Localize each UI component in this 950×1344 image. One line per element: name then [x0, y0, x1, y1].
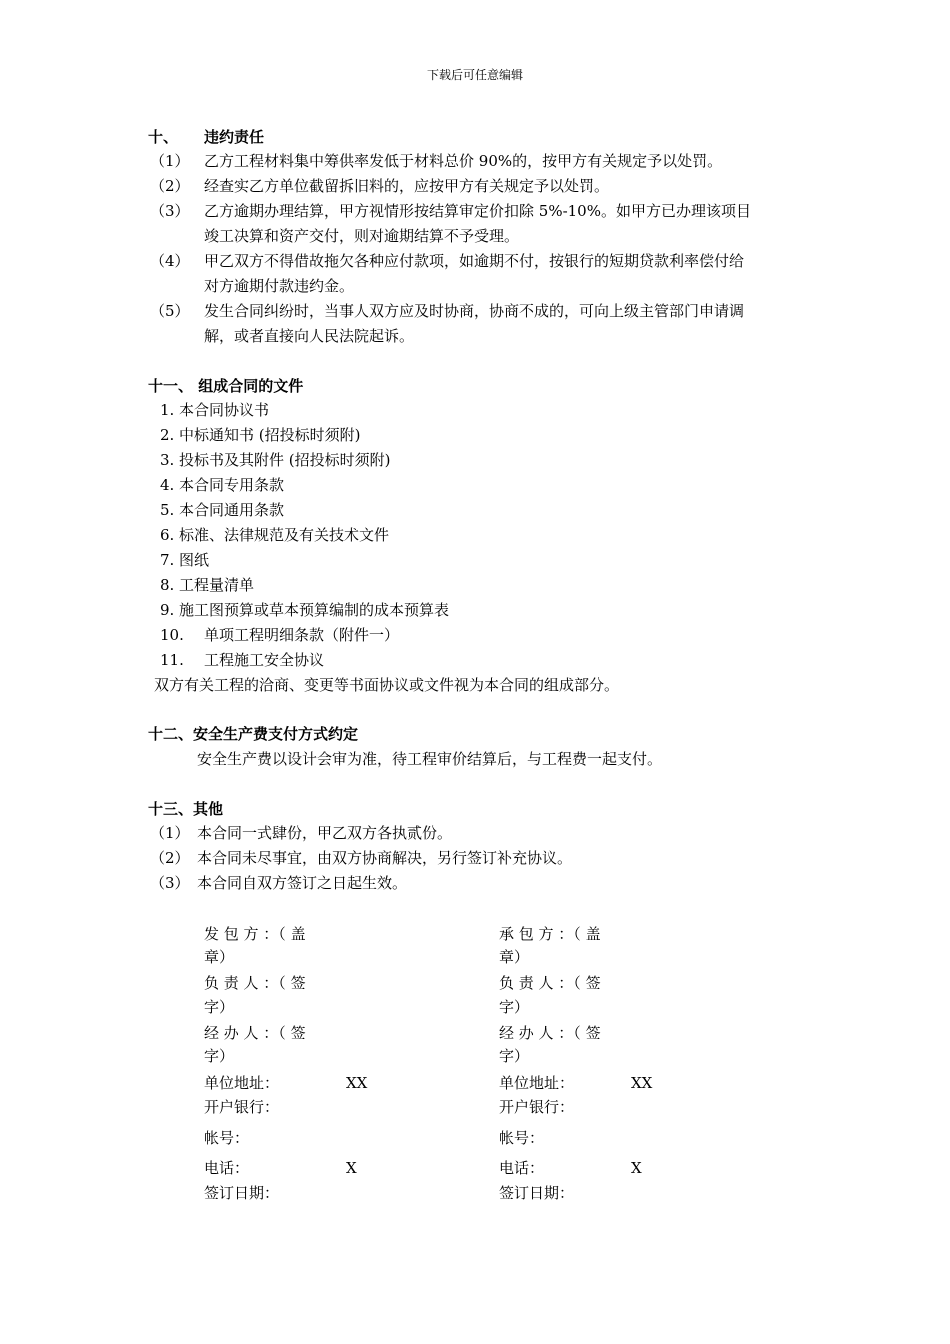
contractor-phone-value: X	[631, 1159, 642, 1177]
employer-date-label: 签订日期：	[204, 1184, 280, 1202]
section-11-title: 十一、 组成合同的文件	[148, 377, 304, 395]
list-item-number: 2.	[160, 426, 175, 444]
section-12-text: 安全生产费以设计会审为准，待工程审价结算后，与工程费一起支付。	[197, 750, 663, 768]
contractor-seal-label: 承 包 方 ：（ 盖	[499, 925, 601, 943]
list-item-number: 7.	[160, 551, 175, 569]
list-item: 施工图预算或草本预算编制的成本预算表	[179, 601, 450, 619]
employer-bank-label: 开户银行：	[204, 1098, 280, 1116]
clause-number: （3）	[150, 874, 190, 892]
list-item: 本合同协议书	[179, 401, 270, 419]
list-item-number: 6.	[160, 526, 175, 544]
list-item-number: 5.	[160, 501, 175, 519]
clause-number: （4）	[150, 252, 190, 270]
list-item: 单项工程明细条款（附件一）	[204, 626, 400, 644]
clause-number: （2）	[150, 849, 190, 867]
employer-account-label: 帐号：	[204, 1129, 250, 1147]
contractor-account-label: 帐号：	[499, 1129, 545, 1147]
contractor-date-label: 签订日期：	[499, 1184, 575, 1202]
contractor-seal-label-cont: 章）	[499, 948, 530, 966]
clause-text: 乙方逾期办理结算，甲方视情形按结算审定价扣除 5%-10%。如甲方已办理该项目	[204, 202, 751, 220]
section-13-title: 十三、其他	[148, 800, 224, 818]
list-item-number: 11.	[160, 651, 184, 669]
list-item: 工程量清单	[179, 576, 255, 594]
employer-phone-label: 电话：	[204, 1159, 250, 1177]
clause-number: （2）	[150, 177, 190, 195]
employer-agent-label-cont: 字）	[204, 1047, 235, 1065]
list-item: 标准、法律规范及有关技术文件	[179, 526, 390, 544]
section-12-title: 十二、安全生产费支付方式约定	[148, 725, 359, 743]
clause-text: 竣工决算和资产交付，则对逾期结算不予受理。	[204, 227, 520, 245]
contractor-leader-label: 负 责 人 ：（ 签	[499, 974, 601, 992]
employer-address-value: XX	[346, 1074, 368, 1092]
list-item: 工程施工安全协议	[204, 651, 325, 669]
list-item-number: 10.	[160, 626, 184, 644]
list-item-number: 4.	[160, 476, 175, 494]
clause-text: 本合同一式肆份，甲乙双方各执贰份。	[197, 824, 453, 842]
clause-number: （5）	[150, 302, 190, 320]
clause-number: （1）	[150, 152, 190, 170]
clause-text: 本合同自双方签订之日起生效。	[197, 874, 408, 892]
clause-number: （1）	[150, 824, 190, 842]
clause-text: 甲乙双方不得借故拖欠各种应付款项，如逾期不付，按银行的短期贷款利率偿付给	[204, 252, 745, 270]
clause-text: 对方逾期付款违约金。	[204, 277, 355, 295]
employer-leader-label-cont: 字）	[204, 998, 235, 1016]
employer-seal-label-cont: 章）	[204, 948, 235, 966]
section-10-title: 违约责任	[204, 128, 265, 146]
contractor-agent-label-cont: 字）	[499, 1047, 530, 1065]
list-item-number: 8.	[160, 576, 175, 594]
contractor-phone-label: 电话：	[499, 1159, 545, 1177]
clause-text: 乙方工程材料集中筹供率发低于材料总价 90%的，按甲方有关规定予以处罚。	[204, 152, 723, 170]
section-10-number: 十、	[148, 128, 179, 146]
contractor-leader-label-cont: 字）	[499, 998, 530, 1016]
list-item: 本合同通用条款	[179, 501, 285, 519]
employer-address-label: 单位地址：	[204, 1074, 280, 1092]
contractor-agent-label: 经 办 人 ：（ 签	[499, 1024, 601, 1042]
page-header: 下载后可任意编辑	[426, 68, 523, 82]
list-item: 中标通知书 (招投标时须附)	[179, 426, 361, 444]
list-item-number: 3.	[160, 451, 175, 469]
section-11-note: 双方有关工程的洽商、变更等书面协议或文件视为本合同的组成部分。	[154, 676, 620, 694]
employer-seal-label: 发 包 方 ：（ 盖	[204, 925, 306, 943]
clause-text: 本合同未尽事宜，由双方协商解决，另行签订补充协议。	[197, 849, 573, 867]
clause-text: 发生合同纠纷时，当事人双方应及时协商，协商不成的，可向上级主管部门申请调	[204, 302, 745, 320]
employer-agent-label: 经 办 人 ：（ 签	[204, 1024, 306, 1042]
contractor-address-value: XX	[631, 1074, 653, 1092]
clause-text: 解，或者直接向人民法院起诉。	[204, 327, 415, 345]
list-item: 图纸	[179, 551, 210, 569]
clause-number: （3）	[150, 202, 190, 220]
list-item-number: 9.	[160, 601, 175, 619]
contractor-bank-label: 开户银行：	[499, 1098, 575, 1116]
clause-text: 经查实乙方单位截留拆旧料的，应按甲方有关规定予以处罚。	[204, 177, 610, 195]
employer-leader-label: 负 责 人 ：（ 签	[204, 974, 306, 992]
list-item: 投标书及其附件 (招投标时须附)	[179, 451, 391, 469]
employer-phone-value: X	[346, 1159, 357, 1177]
contractor-address-label: 单位地址：	[499, 1074, 575, 1092]
list-item-number: 1.	[160, 401, 175, 419]
list-item: 本合同专用条款	[179, 476, 285, 494]
